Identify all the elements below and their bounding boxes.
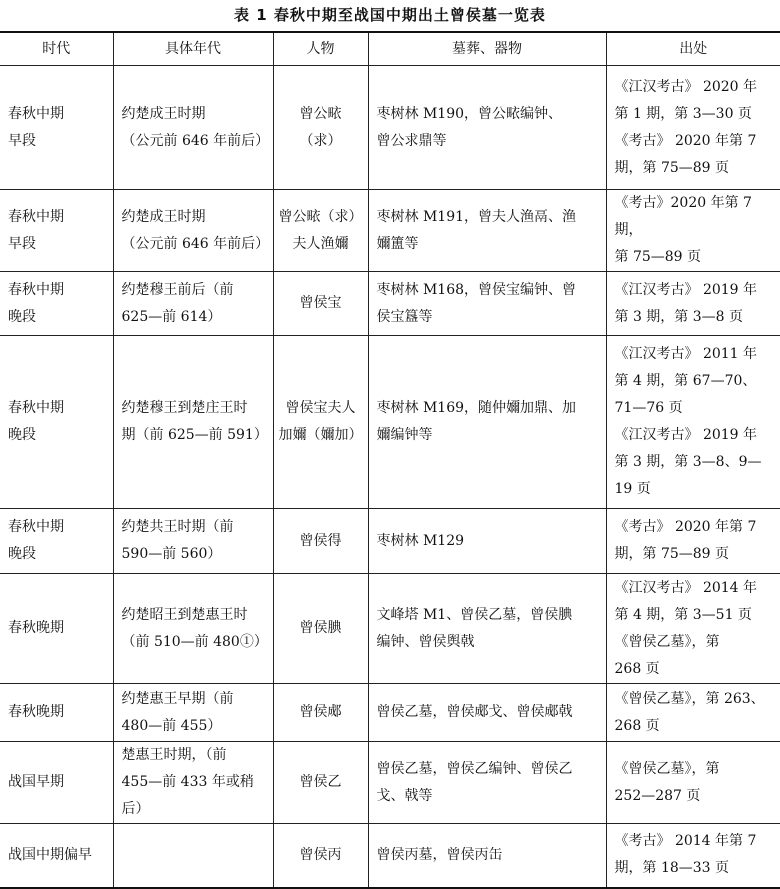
cell-tomb-line: 嬭编钟等 (376, 427, 433, 443)
cell-date-line: （公元前 646 年前后） (121, 235, 270, 252)
cell-period-line: 春秋中期 (8, 208, 64, 225)
cell-tomb-line: 戈、戟等 (376, 787, 433, 804)
cell-date-line: 期（前 625—前 591） (121, 427, 268, 443)
cell-period-line: 春秋中期 (8, 281, 64, 298)
cell-person-line: 夫人渔嬭 (292, 235, 349, 252)
cell-period-line: 晚段 (8, 308, 36, 325)
cell-person-line: 曾侯腆 (299, 620, 342, 636)
header-row (0, 32, 780, 66)
cell-tomb-line: 编钟、曾侯舆戟 (376, 633, 475, 650)
cell-date (113, 66, 273, 190)
cell-source (606, 66, 780, 190)
cell-period-line: 战国早期 (8, 774, 64, 790)
cell-date-line: 约楚惠王早期（前 (121, 690, 234, 707)
cell-person-line: 曾公畩 (299, 105, 342, 122)
header-period: 时代 (0, 32, 113, 66)
cell-period-line: 晚段 (8, 427, 36, 443)
tomb-table (0, 31, 780, 889)
cell-tomb-line: 枣树林 M191，曾夫人渔鬲、渔 (376, 208, 577, 225)
cell-period (0, 190, 113, 272)
cell-period-line: 晚段 (8, 546, 36, 562)
cell-source (606, 742, 780, 824)
cell-period (0, 272, 113, 336)
cell-source-line: 第 4 期，第 67—70、 (614, 373, 757, 389)
cell-tomb-line: 枣树林 M129 (376, 532, 465, 549)
cell-date-line: 约楚成王时期 (121, 105, 206, 122)
cell-person-line: 曾侯丙 (299, 846, 342, 863)
cell-person (273, 272, 368, 336)
cell-source-line: 《江汉考古》 2011 年 (614, 346, 758, 362)
cell-source-line: 《江汉考古》 2019 年 (614, 427, 758, 443)
cell-date (113, 272, 273, 336)
cell-period (0, 574, 113, 684)
cell-person (273, 66, 368, 190)
cell-date-line: 约楚共王时期（前 (121, 519, 234, 535)
cell-date-line: 后） (121, 801, 150, 817)
cell-source-line: 《考古》 2020 年第 7 (614, 519, 757, 535)
cell-tomb-line: 侯宝簋等 (376, 308, 433, 325)
cell-source-line: 《江汉考古》 2020 年 (614, 78, 758, 95)
cell-period-line: 春秋中期 (8, 400, 64, 416)
cell-tomb (368, 684, 606, 742)
cell-source-line: 期，第 75—89 页 (614, 159, 730, 176)
cell-person (273, 336, 368, 509)
cell-tomb (368, 66, 606, 190)
cell-tomb-line: 枣树林 M169，随仲嬭加鼎、加 (376, 400, 577, 416)
cell-source-line: 期，第 75—89 页 (614, 546, 730, 562)
cell-period (0, 742, 113, 824)
cell-period (0, 66, 113, 190)
cell-tomb (368, 574, 606, 684)
cell-tomb-line: 曾侯乙墓，曾侯郕戈、曾侯郕戟 (376, 704, 573, 720)
cell-period-line: 春秋晚期 (8, 704, 64, 720)
cell-period (0, 684, 113, 742)
table-row (0, 336, 780, 509)
cell-tomb-line: 枣树林 M190，曾公畩编钟、 (376, 105, 563, 122)
table-row (0, 509, 780, 574)
cell-date-line: 约楚穆王前后（前 (121, 281, 234, 298)
cell-date (113, 336, 273, 509)
cell-date-line: 590—前 560） (121, 546, 222, 562)
cell-source-line: 《江汉考古》 2014 年 (614, 579, 758, 596)
cell-tomb (368, 509, 606, 574)
cell-tomb-line: 文峰塔 M1、曾侯乙墓，曾侯腆 (376, 606, 573, 623)
cell-date-line: 约楚穆王到楚庄王时 (121, 400, 248, 416)
cell-source (606, 272, 780, 336)
cell-source-line: 《考古》2020 年第 7 期， (614, 195, 752, 238)
table-row (0, 684, 780, 742)
cell-period-line: 早段 (8, 132, 36, 149)
cell-tomb-line: 曾公求鼎等 (376, 132, 447, 149)
cell-person-line: 曾侯乙 (299, 774, 342, 790)
cell-date-line: 楚惠王时期，（前 (121, 747, 227, 763)
cell-date-line: （公元前 646 年前后） (121, 132, 270, 149)
cell-tomb (368, 336, 606, 509)
cell-date (113, 742, 273, 824)
cell-person (273, 684, 368, 742)
cell-period (0, 336, 113, 509)
cell-source-line: 第 1 期，第 3—30 页 (614, 105, 752, 122)
cell-person (273, 742, 368, 824)
table-row (0, 66, 780, 190)
cell-date-line: 455—前 433 年或稍 (121, 774, 254, 790)
cell-period-line: 春秋晚期 (8, 620, 64, 636)
cell-person-line: 曾公畩（求） (278, 208, 363, 225)
table-row (0, 742, 780, 824)
cell-source-line: 268 页 (614, 660, 660, 677)
cell-source-line: 《考古》 2014 年第 7 (614, 833, 757, 850)
cell-date (113, 684, 273, 742)
cell-source-line: 71—76 页 (614, 400, 683, 416)
cell-source-line: 期，第 18—33 页 (614, 860, 730, 877)
cell-person-line: 曾侯宝夫人 (285, 400, 356, 416)
cell-source-line: 19 页 (614, 481, 651, 497)
cell-person-line: 曾侯得 (299, 532, 342, 549)
table-title: 表 1 春秋中期至战国中期出土曾侯墓一览表 (234, 6, 546, 24)
cell-tomb-line: 枣树林 M168，曾侯宝编钟、曾 (376, 281, 577, 298)
cell-person-line: 曾侯郕 (299, 704, 342, 720)
cell-tomb-line: 嬭簠等 (376, 235, 419, 252)
table-body (0, 66, 780, 888)
cell-date (113, 574, 273, 684)
cell-tomb (368, 742, 606, 824)
cell-tomb-line: 曾侯丙墓，曾侯丙缶 (376, 846, 503, 863)
cell-source-line: 第 75—89 页 (614, 249, 702, 265)
header-tomb: 墓葬、器物 (368, 32, 606, 66)
cell-period (0, 509, 113, 574)
cell-date-line: 480—前 455） (121, 717, 222, 734)
cell-period-line: 春秋中期 (8, 105, 64, 122)
cell-period-line: 春秋中期 (8, 519, 64, 535)
cell-person-line: （求） (299, 132, 342, 149)
cell-tomb-line: 曾侯乙墓，曾侯乙编钟、曾侯乙 (376, 760, 573, 777)
table-row (0, 272, 780, 336)
cell-date (113, 509, 273, 574)
cell-source-line: 第 3 期，第 3—8、9— (614, 454, 762, 470)
header-person: 人物 (273, 32, 368, 66)
cell-source-line: 《曾侯乙墓》，第 (614, 633, 720, 650)
cell-person (273, 509, 368, 574)
cell-tomb (368, 272, 606, 336)
header-source: 出处 (606, 32, 780, 66)
cell-source (606, 336, 780, 509)
cell-source (606, 574, 780, 684)
cell-source-line: 《考古》 2020 年第 7 (614, 132, 757, 149)
cell-date (113, 190, 273, 272)
cell-tomb (368, 190, 606, 272)
cell-source-line: 268 页 (614, 717, 660, 734)
cell-date-line: （前 510—前 480①） (121, 633, 268, 650)
cell-date-line: 约楚成王时期 (121, 208, 206, 225)
table-row (0, 574, 780, 684)
cell-source (606, 190, 780, 272)
cell-person (273, 190, 368, 272)
table-row (0, 190, 780, 272)
cell-source (606, 509, 780, 574)
cell-period-line: 战国中期偏早 (8, 846, 92, 863)
cell-source-line: 第 3 期，第 3—8 页 (614, 308, 744, 325)
header-date: 具体年代 (113, 32, 273, 66)
cell-source-line: 252—287 页 (614, 787, 701, 804)
cell-period-line: 早段 (8, 235, 36, 252)
cell-date-line: 约楚昭王到楚惠王时 (121, 606, 248, 623)
cell-source-line: 《曾侯乙墓》，第 263、 (614, 690, 765, 707)
cell-source (606, 684, 780, 742)
cell-source-line: 《江汉考古》 2019 年 (614, 281, 758, 298)
cell-date-line: 625—前 614） (121, 308, 222, 325)
cell-person-line: 曾侯宝 (299, 295, 342, 311)
cell-person-line: 加嬭（嬭加） (278, 427, 363, 443)
cell-person (273, 574, 368, 684)
cell-source-line: 《曾侯乙墓》，第 (614, 760, 720, 777)
cell-source-line: 第 4 期，第 3—51 页 (614, 606, 752, 623)
